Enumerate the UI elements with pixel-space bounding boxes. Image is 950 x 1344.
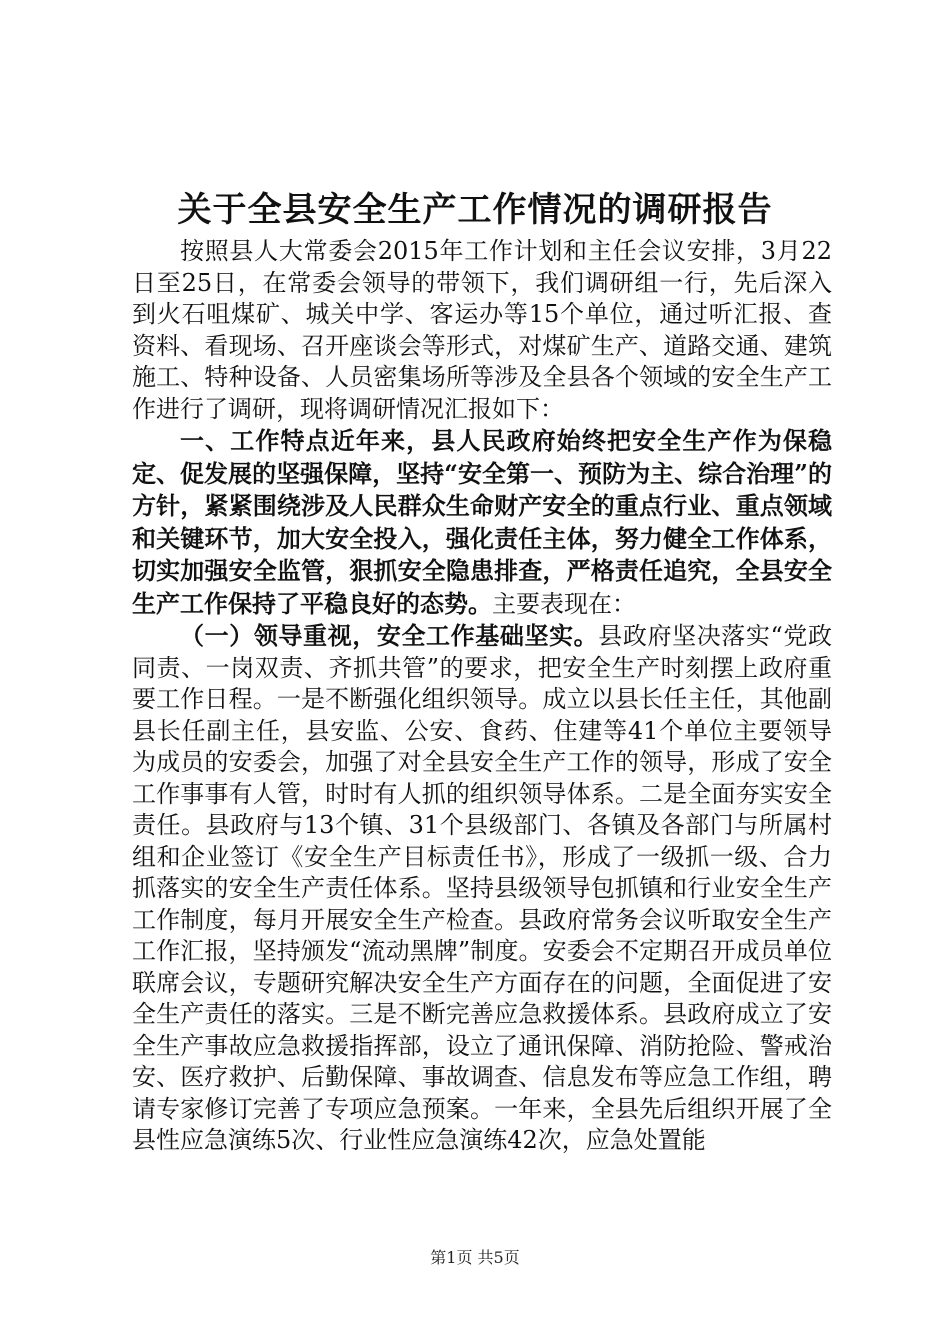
section-one-normal-text: 主要表现在： — [492, 589, 636, 618]
subsection-one-heading: （一）领导重视，安全工作基础坚实。 — [180, 621, 599, 650]
document-body — [132, 236, 832, 1157]
document-title: 关于全县安全生产工作情况的调研报告 — [177, 190, 773, 230]
page-footer: 第1页 共5页 — [430, 1248, 520, 1267]
section-one-bold-text: 一、工作特点近年来，县人民政府始终把安全生产作为保稳定、促发展的坚强保障，坚持“安全第一、预防为主、综合治理”的方针，紧紧围绕涉及人民群众生命财产安全的重点行业、重点领域和关键环节，加大安全投入，强化责任主体，努力健全工作体系，切实加强安全监管，狠抓安全隐患排查，严格责任追究，全县安全生产工作保持了平稳良好的态势。 — [132, 426, 832, 618]
section-one-paragraph — [132, 425, 832, 620]
intro-paragraph: 按照县人大常委会2015年工作计划和主任会议安排，3月22日至25日，在常委会领导的带领下，我们调研组一行，先后深入到火石咀煤矿、城关中学、客运办等15个单位，通过听汇报、查资料、看现场、召开座谈会等形式，对煤矿生产、道路交通、建筑施工、特种设备、人员密集场所等涉及全县各个领域的安全生产工作进行了调研，现将调研情况汇报如下： — [132, 237, 832, 423]
subsection-one-paragraph — [132, 620, 832, 1157]
subsection-one-body: 县政府坚决落实“党政同责、一岗双责、齐抓共管”的要求，把安全生产时刻摆上政府重要工作日程。一是不断强化组织领导。成立以县长任主任，其他副县长任副主任，县安监、公安、食药、住建等41个单位主要领导为成员的安委会，加强了对全县安全生产工作的领导，形成了安全工作事事有人管，时时有人抓的组织领导体系。二是全面夯实安全责任。县政府与13个镇、31个县级部门、各镇及各部门与所属村组和企业签订《安全生产目标责任书》，形成了一级抓一级、合力抓落实的安全生产责任体系。坚持县级领导包抓镇和行业安全生产工作制度，每月开展安全生产检查。县政府常务会议听取安全生产工作汇报，坚持颁发“流动黑牌”制度。安委会不定期召开成员单位联席会议，专题研究解决安全生产方面存在的问题，全面促进了安全生产责任的落实。三是不断完善应急救援体系。县政府成立了安全生产事故应急救援指挥部，设立了通讯保障、消防抢险、警戒治安、医疗救护、后勤保障、事故调查、信息发布等应急工作组，聘请专家修订完善了专项应急预案。一年来，全县先后组织开展了全县性应急演练5次、行业性应急演练42次，应急处置能 — [132, 622, 832, 1154]
